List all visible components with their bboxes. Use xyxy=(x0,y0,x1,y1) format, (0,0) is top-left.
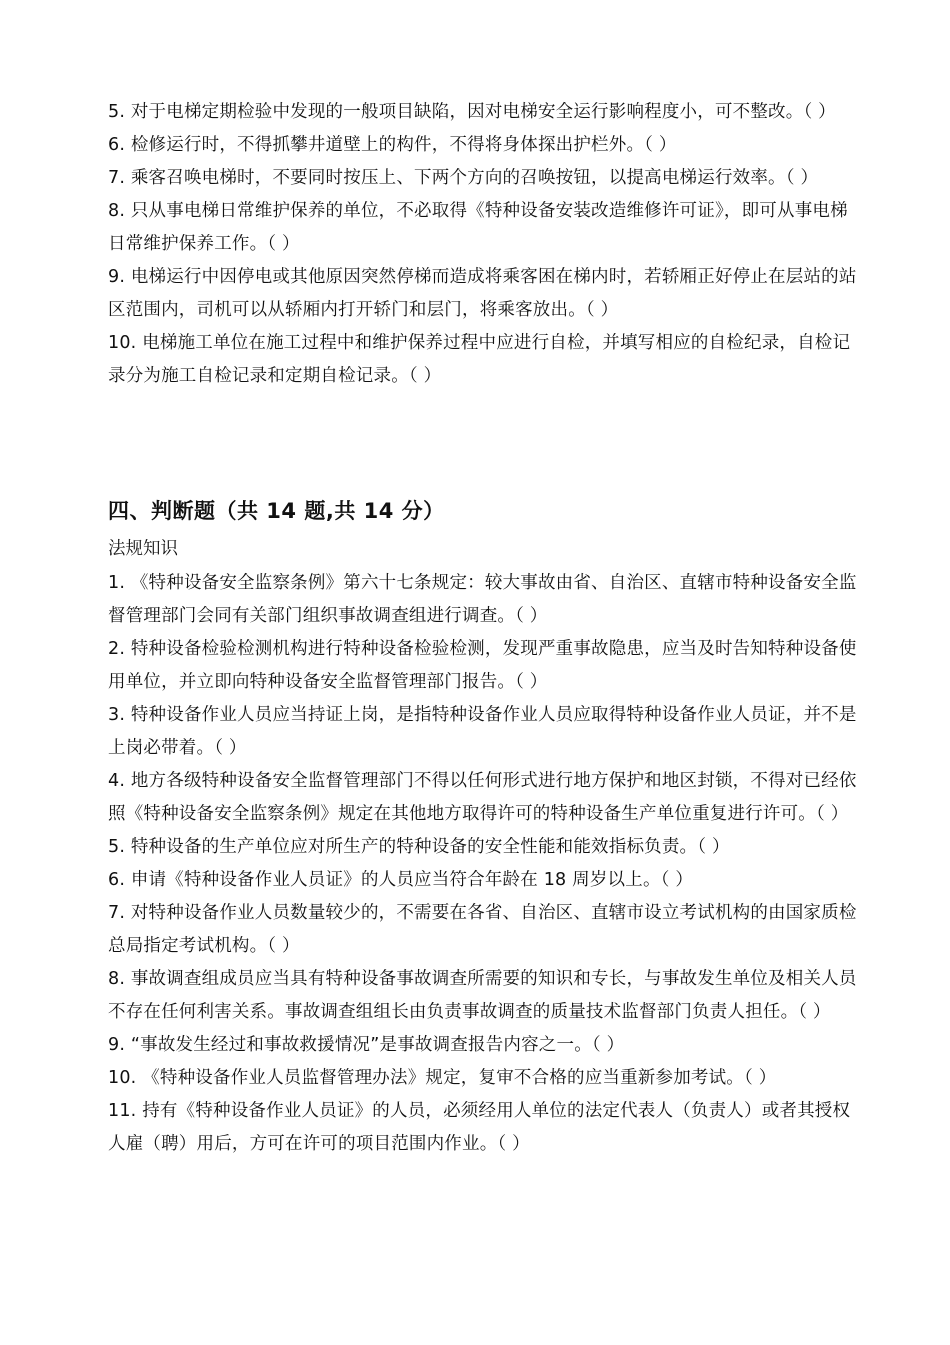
question-item: 10. 电梯施工单位在施工过程中和维护保养过程中应进行自检，并填写相应的自检纪录，自检记录分为施工自检记录和定期自检记录。（ ） xyxy=(108,333,851,386)
question-item: 6. 申请《特种设备作业人员证》的人员应当符合年龄在 18 周岁以上。（ ） xyxy=(108,870,694,890)
section-four xyxy=(108,496,860,564)
question-item: 9. 电梯运行中因停电或其他原因突然停梯而造成将乘客困在梯内时，若轿厢正好停止在层站的站区范围内，司机可以从轿厢内打开轿门和层门，将乘客放出。（ ） xyxy=(108,267,857,320)
question-item: 5. 特种设备的生产单位应对所生产的特种设备的安全性能和能效指标负责。（ ） xyxy=(108,837,730,857)
question-item: 6. 检修运行时，不得抓攀井道壁上的构件，不得将身体探出护栏外。（ ） xyxy=(108,135,677,155)
question-item: 1. 《特种设备安全监察条例》第六十七条规定：较大事故由省、自治区、直辖市特种设备安全监督管理部门会同有关部门组织事故调查组进行调查。（ ） xyxy=(108,573,857,626)
question-item: 8. 只从事电梯日常维护保养的单位，不必取得《特种设备安装改造维修许可证》，即可从事电梯日常维护保养工作。（ ） xyxy=(108,201,848,254)
question-item: 2. 特种设备检验检测机构进行特种设备检验检测，发现严重事故隐患，应当及时告知特种设备使用单位，并立即向特种设备安全监督管理部门报告。（ ） xyxy=(108,639,857,692)
question-item: 10. 《特种设备作业人员监督管理办法》规定，复审不合格的应当重新参加考试。（ ） xyxy=(108,1068,777,1088)
question-item: 8. 事故调查组成员应当具有特种设备事故调查所需要的知识和专长，与事故发生单位及相关人员不存在任何利害关系。事故调查组组长由负责事故调查的质量技术监督部门负责人担任。（ ） xyxy=(108,969,857,1022)
section-title: 四、判断题（共 14 题,共 14 分） xyxy=(108,499,445,523)
question-item: 7. 对特种设备作业人员数量较少的，不需要在各省、自治区、直辖市设立考试机构的由国家质检总局指定考试机构。（ ） xyxy=(108,903,857,956)
section-subtitle: 法规知识 xyxy=(108,539,178,559)
question-item: 11. 持有《特种设备作业人员证》的人员，必须经用人单位的法定代表人（负责人）或者其授权人雇（聘）用后，方可在许可的项目范围内作业。（ ） xyxy=(108,1101,851,1154)
question-item: 4. 地方各级特种设备安全监督管理部门不得以任何形式进行地方保护和地区封锁，不得对已经依照《特种设备安全监察条例》规定在其他地方取得许可的特种设备生产单位重复进行许可。（ ） xyxy=(108,771,857,824)
question-item: 9. “事故发生经过和事故救援情况”是事故调查报告内容之一。（ ） xyxy=(108,1035,625,1055)
previous-section-questions xyxy=(108,96,860,393)
question-item: 3. 特种设备作业人员应当持证上岗，是指特种设备作业人员应取得特种设备作业人员证，并不是上岗必带着。（ ） xyxy=(108,705,857,758)
question-item: 7. 乘客召唤电梯时，不要同时按压上、下两个方向的召唤按钮，以提高电梯运行效率。（ ） xyxy=(108,168,819,188)
question-item: 5. 对于电梯定期检验中发现的一般项目缺陷，因对电梯安全运行影响程度小，可不整改。（ ） xyxy=(108,102,836,122)
section-four-questions xyxy=(108,567,860,1161)
